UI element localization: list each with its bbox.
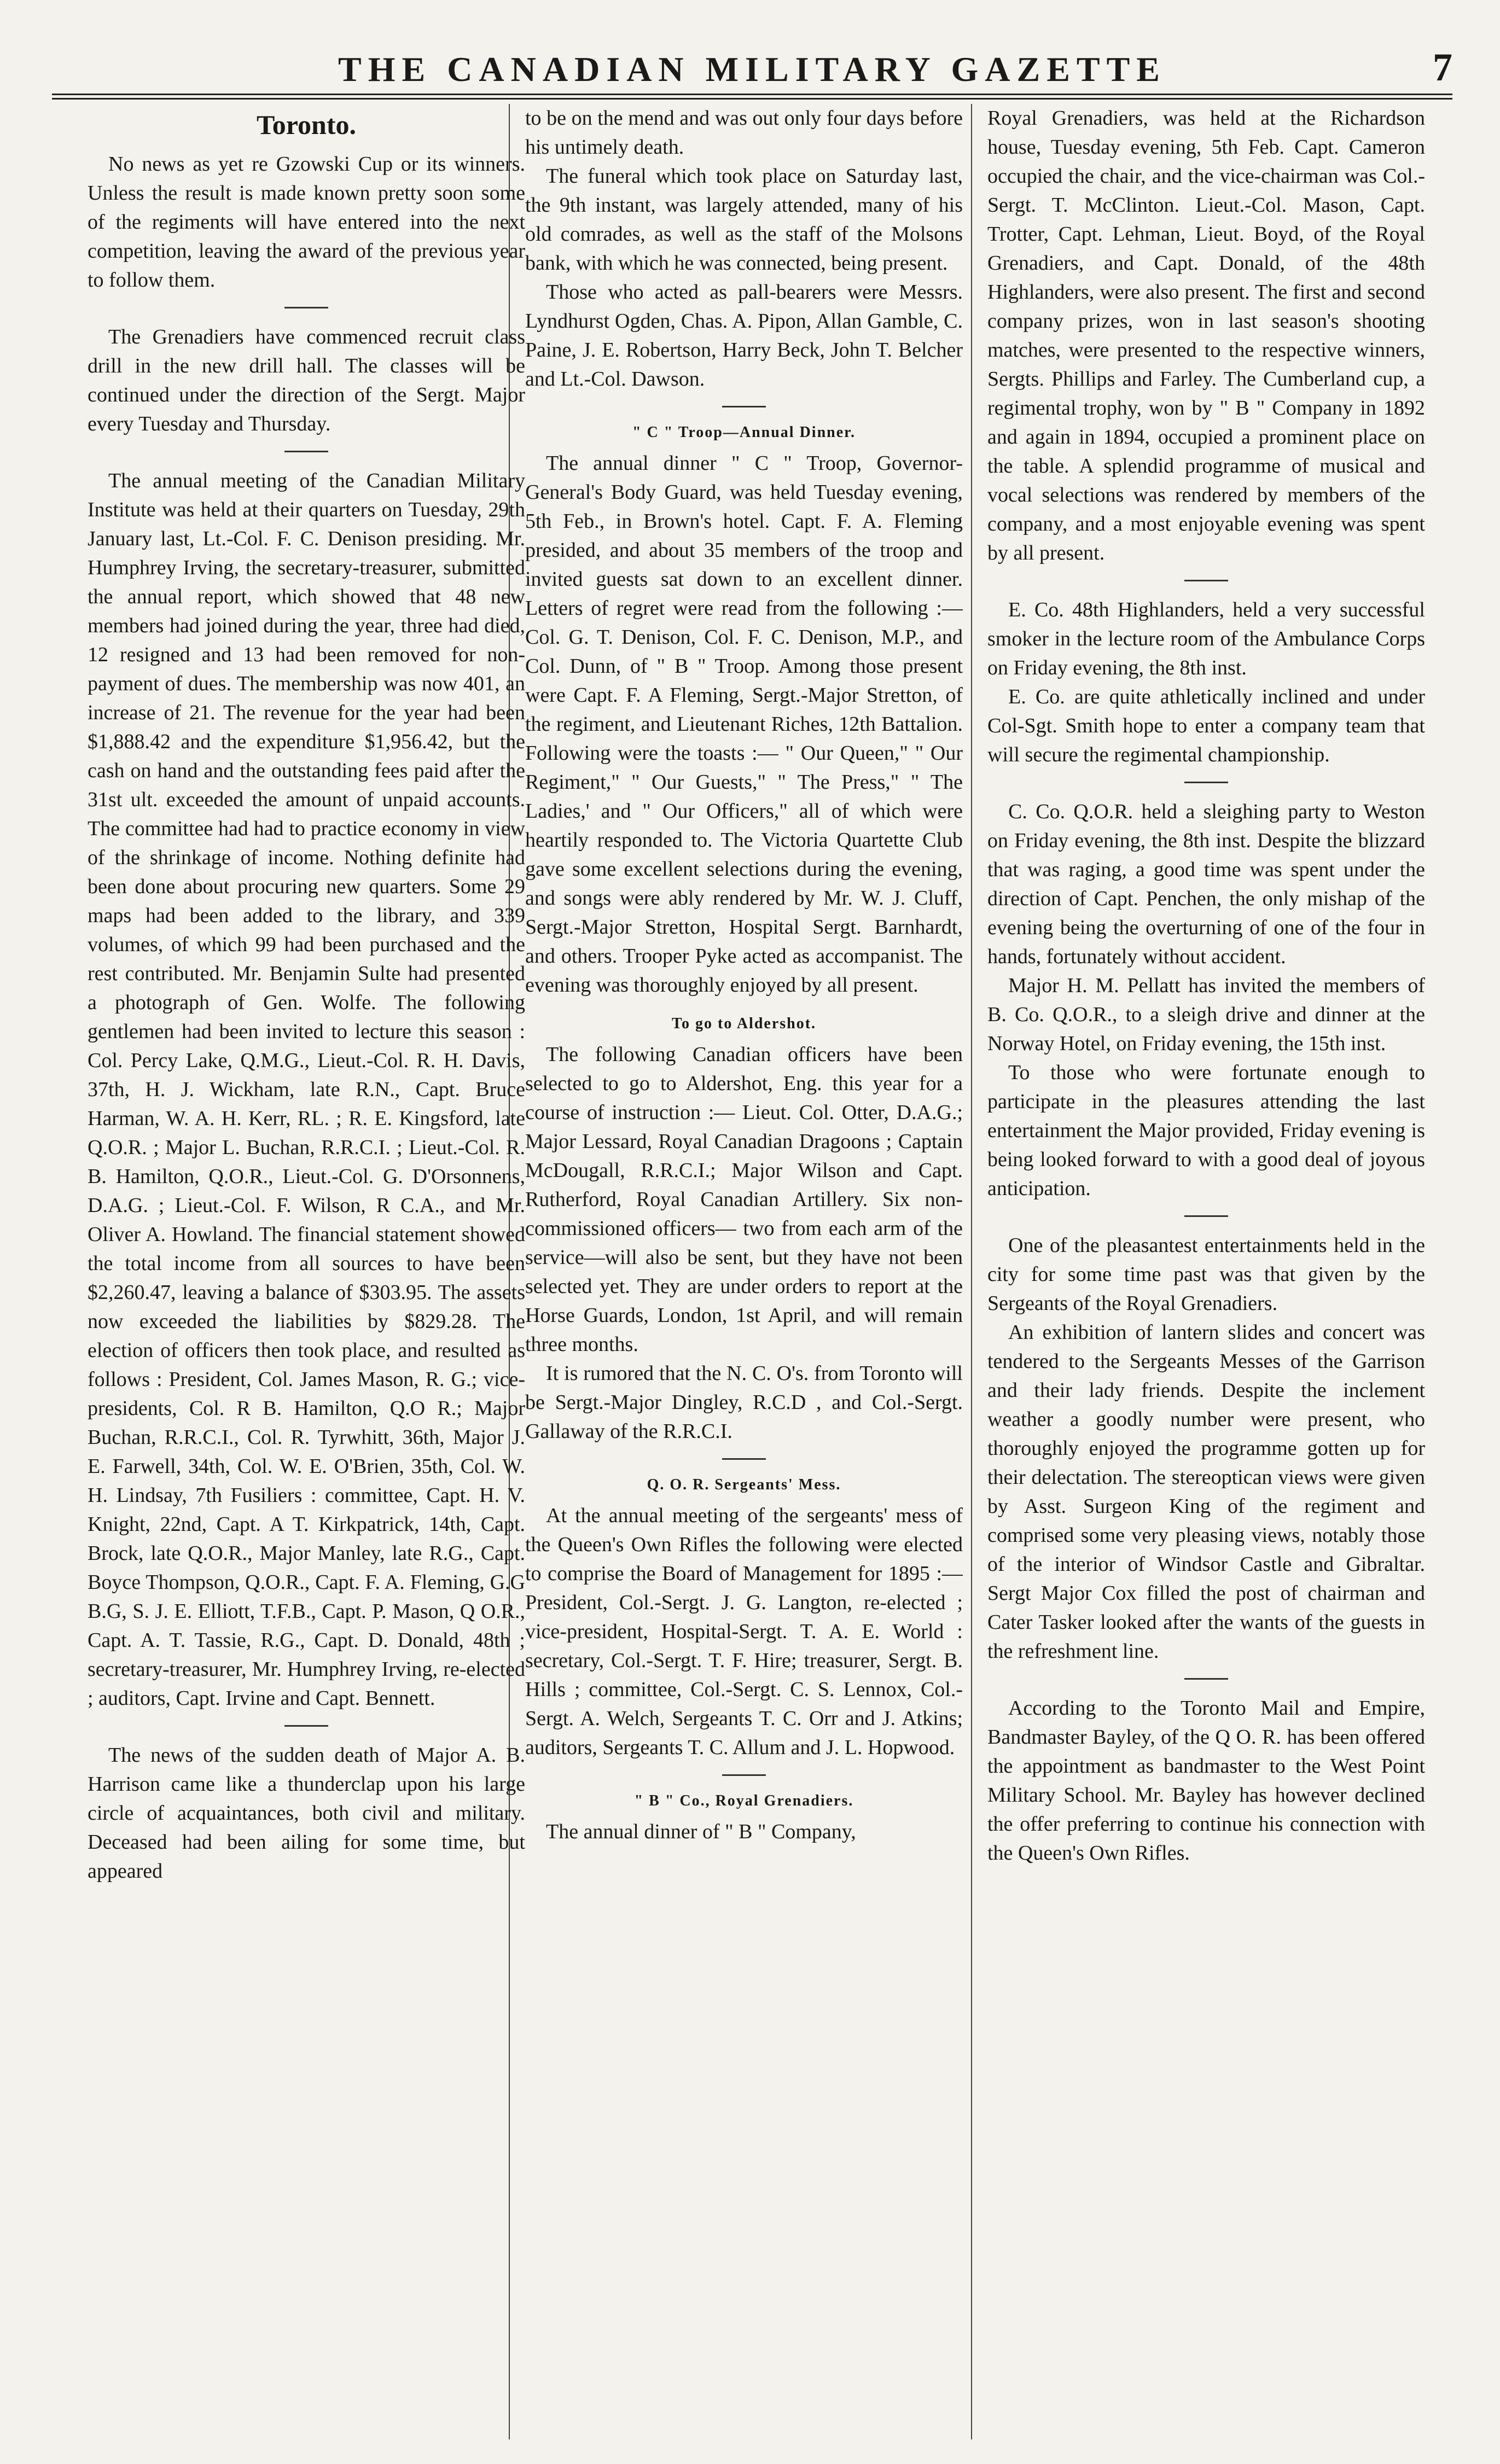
paragraph: No news as yet re Gzowski Cup or its winners. Unless the result is made known pretty soon some of the regiments will have entered into the next competition, leaving the award of the previous year to follow them. bbox=[88, 153, 525, 292]
separator-rule bbox=[722, 406, 766, 407]
paragraph: Major H. M. Pellatt has invited the members of B. Co. Q.O.R., to a sleigh drive and dinner at the Norway Hotel, on Friday evening, the 15th inst. bbox=[987, 974, 1425, 1055]
masthead-rule bbox=[52, 94, 1452, 100]
page-number: 7 bbox=[1433, 45, 1452, 89]
subheading: To go to Aldershot. bbox=[671, 1015, 817, 1032]
masthead bbox=[52, 21, 1452, 92]
paragraph: The annual meeting of the Canadian Military Institute was held at their quarters on Tuesday, 29th January last, Lt.-Col. F. C. Denison presiding. Mr. Humphrey Irving, the secretary-treasurer, submitted the annual report, which showed that 48 new members had joined during the year, three had died, 12 resigned and 13 had been removed for non-payment of dues. The membership was now 401, an increase of 21. The revenue for the year had been $1,888.42 and the expenditure $1,956.42, but the cash on hand and the outstanding fees paid after the 31st ult. exceeded the amount of unpaid accounts. The committee had had to practice economy in view of the shrinkage of income. Nothing definite had been done about procuring new quarters. Some 29 maps had been added to the library, and 339 volumes, of which 99 had been purchased and the rest contributed. Mr. Benjamin Sulte had presented a photograph of Gen. Wolfe. The following gentlemen had been invited to lecture this season : Col. Percy Lake, Q.M.G., Lieut.-Col. R. H. Davis, 37th, H. J. Wickham, late R.N., Capt. Bruce Harman, W. A. H. Kerr, RL. ; R. E. Kingsford, late Q.O.R. ; Major L. Buchan, R.R.C.I. ; Lieut.-Col. R. B. Hamilton, Q.O.R., Lieut.-Col. G. D'Orsonnens, D.A.G. ; Lieut.-Col. F. Wilson, R C.A., and Mr. Oliver A. Howland. The financial statement showed the total income from all sources to have been $2,260.47, leaving a balance of $303.95. The assets now exceeded the liabilities by $829.28. The election of officers then took place, and resulted as follows : President, Col. James Mason, R. G.; vice-presidents, Col. R B. Hamilton, Q.O R.; Major Buchan, R.R.C.I., Col. R. Tyrwhitt, 36th, Major J. E. Farwell, 34th, Col. W. E. O'Brien, 35th, Col. W. H. Lindsay, 7th Fusiliers : committee, Capt. H. V. Knight, 22nd, Capt. A T. Kirkpatrick, 14th, Capt. Brock, late Q.O.R., Major Manley, late R.G., Capt. Boyce Thompson, Q.O.R., Capt. F. A. Fleming, G.G B.G, S. J. E. Elliott, T.F.B., Capt. P. Mason, Q O.R., Capt. A. T. Tassie, R.G., Capt. D. Donald, 48th ; secretary-treasurer, Mr. Humphrey Irving, re-elected ; auditors, Capt. Irvine and Capt. Bennett. bbox=[88, 469, 525, 1710]
paragraph: Those who acted as pall-bearers were Messrs. Lyndhurst Ogden, Chas. A. Pipon, Allan Gamble, C. Paine, J. E. Robertson, Harry Beck, John T. Belcher and Lt.-Col. Dawson. bbox=[525, 281, 963, 391]
column-divider bbox=[971, 104, 972, 2439]
subheading: " C " Troop—Annual Dinner. bbox=[632, 424, 856, 441]
paragraph: The following Canadian officers have been selected to go to Aldershot, Eng. this year for a course of instruction :— Lieut. Col. Otter, D.A.G.; Major Lessard, Royal Canadian Dragoons ; Captain McDougall, R.R.C.I.; Major Wilson and Capt. Rutherford, Royal Canadian Artillery. Six non-commissioned officers— two from each arm of the service—will also be sent, but they have not been selected yet. They are under orders to report at the Horse Guards, London, 1st April, and will remain three months. bbox=[525, 1043, 963, 1356]
paragraph: One of the pleasantest entertainments held in the city for some time past was that given by the Sergeants of the Royal Grenadiers. bbox=[987, 1234, 1425, 1315]
separator-rule bbox=[722, 1458, 766, 1460]
paragraph: The annual dinner of " B " Company, bbox=[546, 1820, 856, 1843]
paragraph: The news of the sudden death of Major A. B. Harrison came like a thunderclap upon his large circle of acquaintances, both civil and military. Deceased had been ailing for some time, but appeared bbox=[88, 1744, 525, 1883]
paragraph: To those who were fortunate enough to participate in the pleasures attending the last entertainment the Major provided, Friday evening is being looked forward to with a good deal of joyous anticipation. bbox=[987, 1061, 1425, 1200]
paragraph: E. Co. 48th Highlanders, held a very successful smoker in the lecture room of the Ambulance Corps on Friday evening, the 8th inst. bbox=[987, 598, 1425, 679]
paragraph: to be on the mend and was out only four days before his untimely death. bbox=[525, 107, 963, 159]
newspaper-title: THE CANADIAN MILITARY GAZETTE bbox=[338, 50, 1166, 89]
separator-rule bbox=[722, 1774, 766, 1776]
separator-rule bbox=[284, 1725, 328, 1727]
paragraph: C. Co. Q.O.R. held a sleighing party to Weston on Friday evening, the 8th inst. Despite the blizzard that was raging, a good time was spent under the direction of Capt. Penchen, the only mishap of the evening being the overturning of one of the four in hands, fortunately without accident. bbox=[987, 800, 1425, 968]
section-heading: Toronto. bbox=[256, 109, 356, 140]
separator-rule bbox=[1184, 782, 1228, 783]
separator-rule bbox=[1184, 1678, 1228, 1680]
separator-rule bbox=[284, 307, 328, 308]
separator-rule bbox=[1184, 1215, 1228, 1217]
paragraph: Royal Grenadiers, was held at the Richardson house, Tuesday evening, 5th Feb. Capt. Cameron occupied the chair, and the vice-chairman was Col.-Sergt. T. McClinton. Lieut.-Col. Mason, Capt. Trotter, Capt. Lehman, Lieut. Boyd, of the Royal Grenadiers, and Capt. Donald, of the 48th Highlanders, were also present. The first and second company prizes, won in last season's shooting matches, were presented to the respective winners, Sergts. Phillips and Farley. The Cumberland cup, a regimental trophy, won by " B " Company in 1892 and again in 1894, occupied a prominent place on the table. A splendid programme of musical and vocal selections was rendered by members of the company, and a most enjoyable evening was spent by all present. bbox=[987, 107, 1425, 564]
subheading: " B " Co., Royal Grenadiers. bbox=[634, 1792, 854, 1809]
column-1 bbox=[88, 104, 525, 2445]
column-3 bbox=[987, 104, 1425, 2445]
paragraph: It is rumored that the N. C. O's. from Toronto will be Sergt.-Major Dingley, R.C.D , and Col.-Sergt. Gallaway of the R.R.C.I. bbox=[525, 1362, 963, 1443]
paragraph: At the annual meeting of the sergeants' mess of the Queen's Own Rifles the following were elected to comprise the Board of Management for 1895 :—President, Col.-Sergt. J. G. Langton, re-elected ; vice-president, Hospital-Sergt. T. A. E. World : secretary, Col.-Sergt. T. F. Hire; treasurer, Sergt. B. Hills ; committee, Col.-Sergt. C. S. Lennox, Col.-Sergt. A. Welch, Sergeants T. C. Orr and J. Atkins; auditors, Sergeants T. C. Allum and J. L. Hopwood. bbox=[525, 1504, 963, 1759]
paragraph: The annual dinner " C " Troop, Governor-General's Body Guard, was held Tuesday evening, 5th Feb., in Brown's hotel. Capt. F. A. Fleming presided, and about 35 members of the troop and invited guests sat down to an excellent dinner. Letters of regret were read from the following :— Col. G. T. Denison, Col. F. C. Denison, M.P., and Col. Dunn, of " B " Troop. Among those present were Capt. F. A Fleming, Sergt.-Major Stretton, of the regiment, and Lieutenant Riches, 12th Battalion. Following were the toasts :— " Our Queen," " Our Regiment," " Our Guests," " The Press," " The Ladies,' and " Our Officers," all of which were heartily responded to. The Victoria Quartette Club gave some excellent selections during the evening, and songs were ably rendered by Mr. W. J. Cluff, Sergt.-Major Stretton, Hospital Sergt. Barnhardt, and others. Trooper Pyke acted as accompanist. The evening was thoroughly enjoyed by all present. bbox=[525, 452, 963, 997]
paragraph: E. Co. are quite athletically inclined and under Col-Sgt. Smith hope to enter a company team that will secure the regimental championship. bbox=[987, 685, 1425, 766]
separator-rule bbox=[284, 451, 328, 452]
paragraph: The Grenadiers have commenced recruit class drill in the new drill hall. The classes will be continued under the direction of the Sergt. Major every Tuesday and Thursday. bbox=[88, 325, 525, 435]
subheading: Q. O. R. Sergeants' Mess. bbox=[647, 1476, 841, 1493]
paragraph: According to the Toronto Mail and Empire, Bandmaster Bayley, of the Q O. R. has been offered the appointment as bandmaster to the West Point Military School. Mr. Bayley has however declined the offer preferring to continue his connection with the Queen's Own Rifles. bbox=[987, 1697, 1425, 1865]
paragraph: An exhibition of lantern slides and concert was tendered to the Sergeants Messes of the Garrison and their lady friends. Despite the inclement weather a goodly number were present, who thoroughly enjoyed the programme gotten up for their delectation. The stereoptican views were given by Asst. Surgeon King of the regiment and comprised some very pleasing views, notably those of the interior of Windsor Castle and Gibraltar. Sergt Major Cox filled the post of chairman and Cater Tasker looked after the wants of the guests in the refreshment line. bbox=[987, 1321, 1425, 1663]
paragraph: The funeral which took place on Saturday last, the 9th instant, was largely attended, many of his old comrades, as well as the staff of the Molsons bank, with which he was connected, being present. bbox=[525, 165, 963, 275]
separator-rule bbox=[1184, 580, 1228, 581]
column-2 bbox=[525, 104, 963, 2445]
